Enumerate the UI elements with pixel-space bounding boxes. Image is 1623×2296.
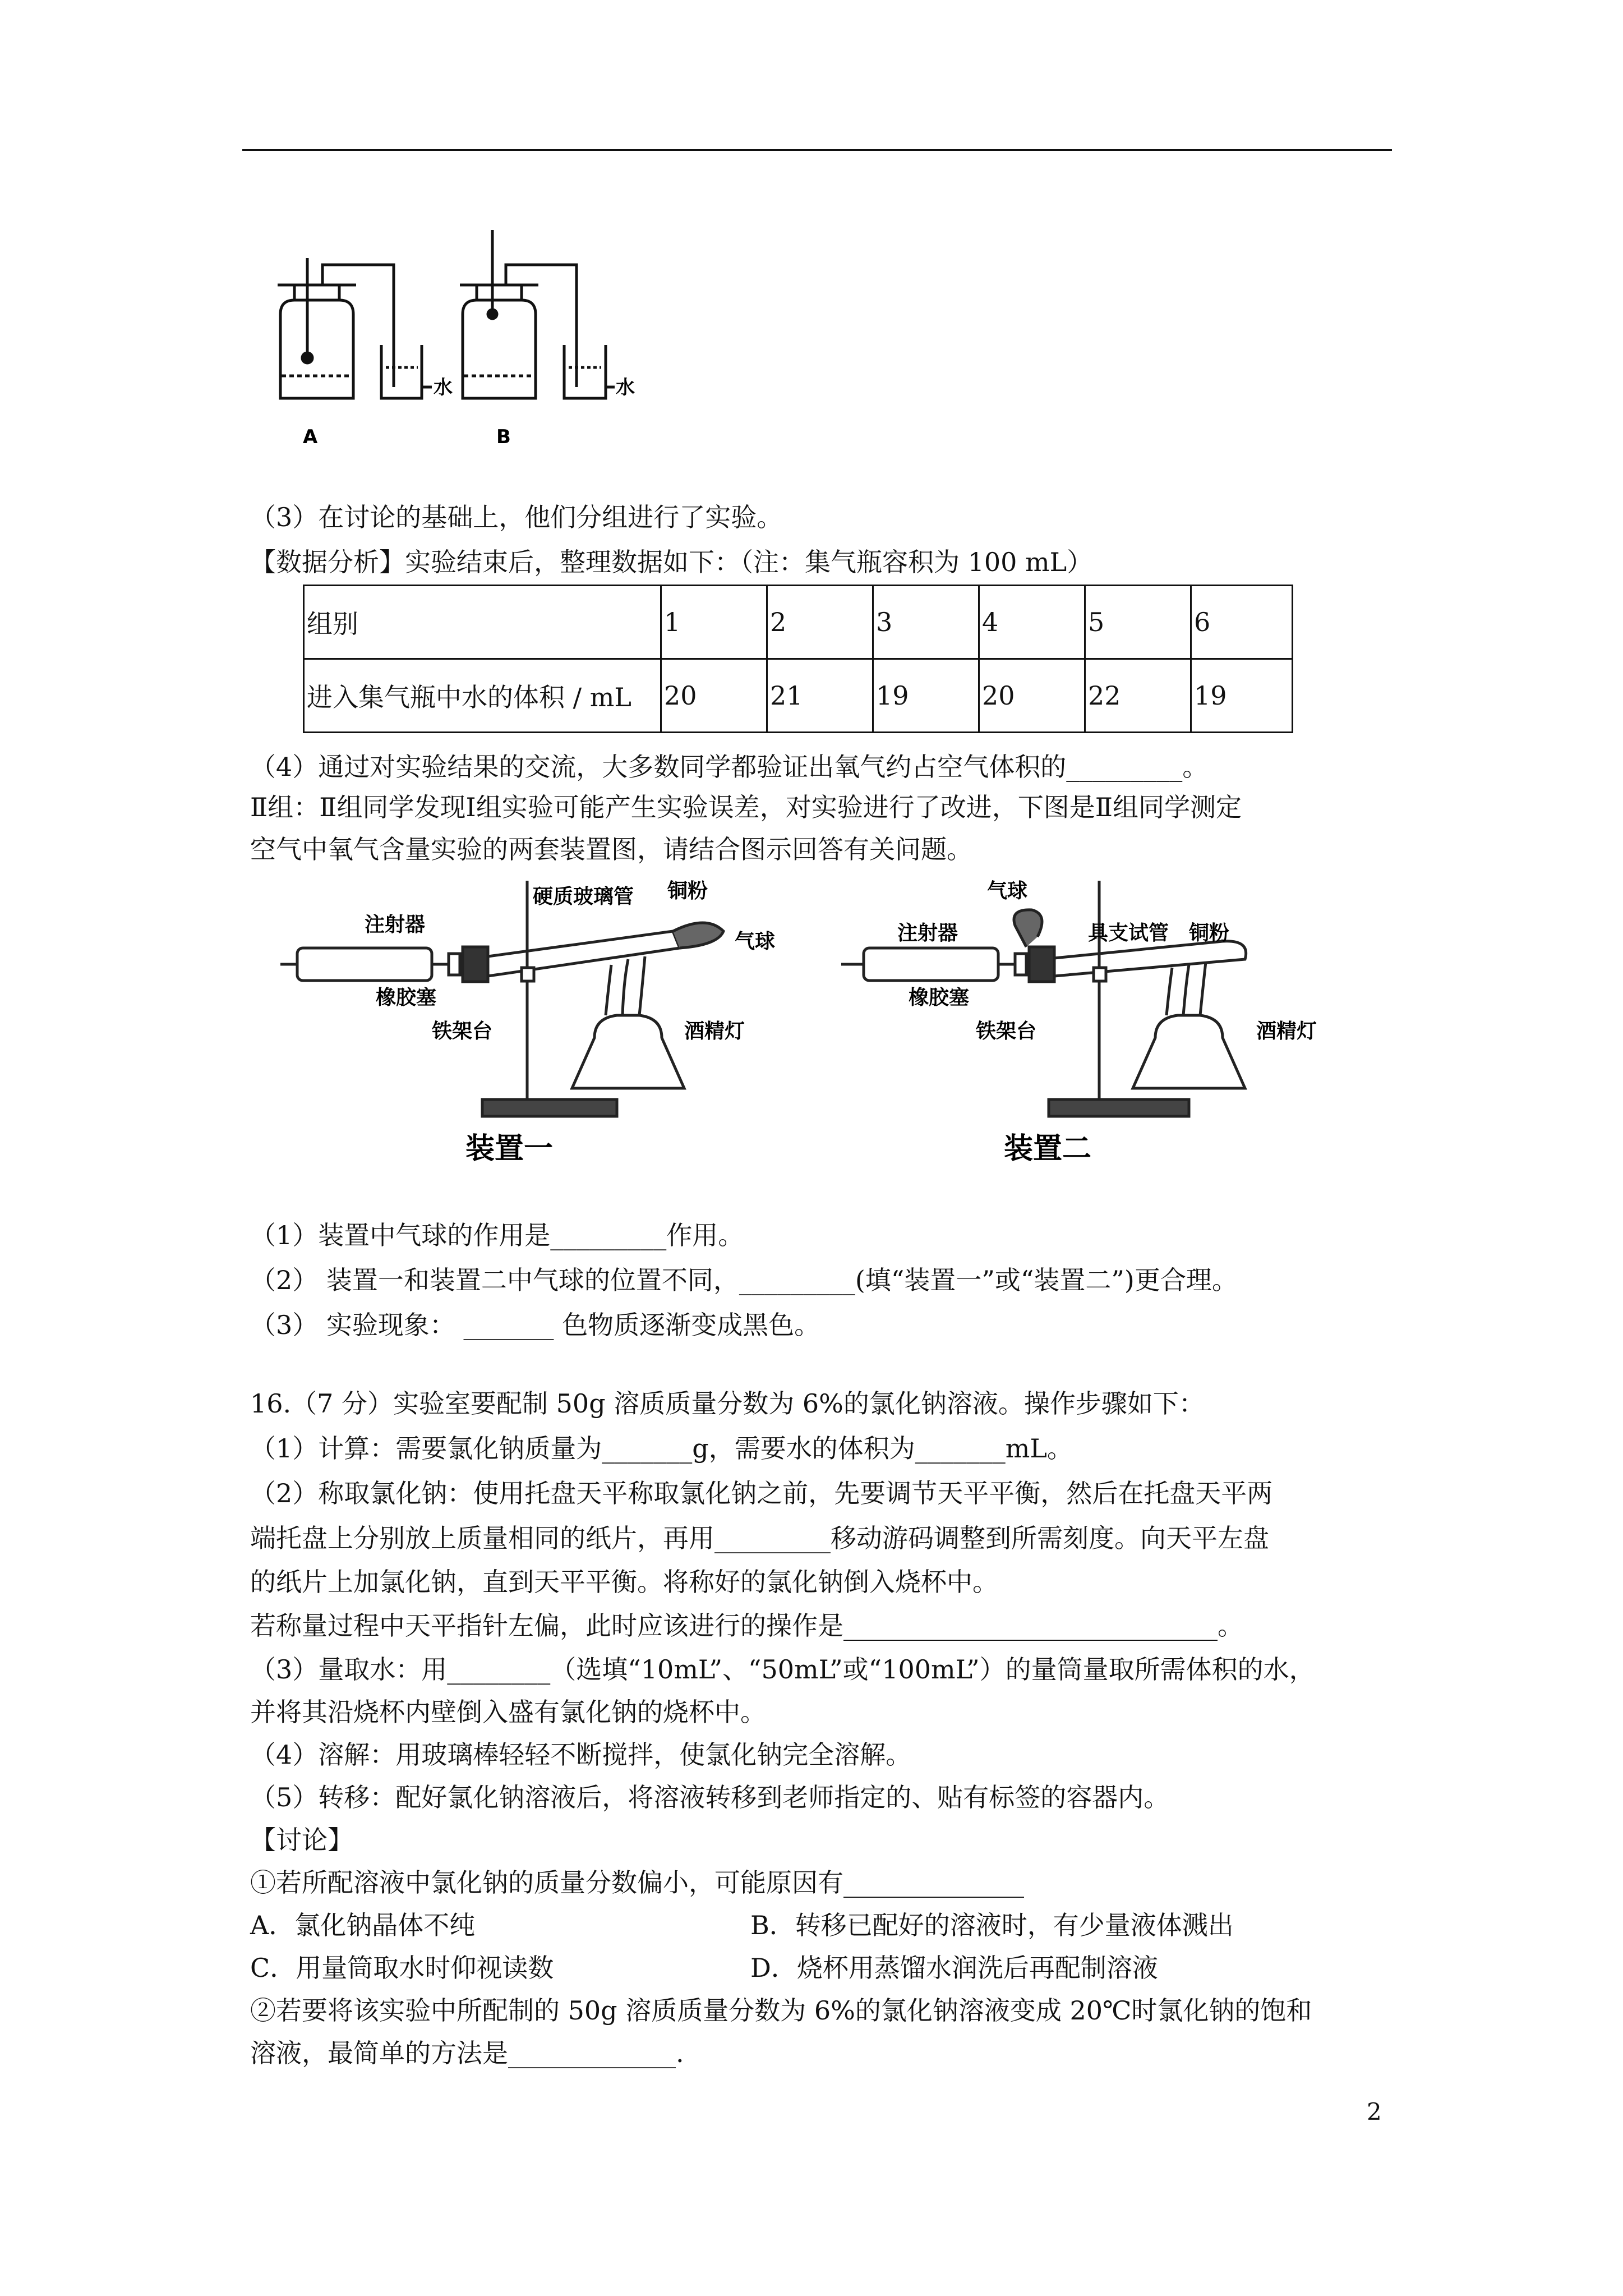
q16-step3-b: 并将其沿烧杯内壁倒入盛有氯化钠的烧杯中。 [250,1697,766,1727]
q2-line3: （3） 实验现象： _______ 色物质逐渐变成黑色。 [250,1310,820,1340]
label-syringe-1: 注射器 [365,913,426,936]
table-cell: 1 [661,586,767,659]
table-header-volume: 进入集气瓶中水的体积 / mL [304,659,661,733]
table-cell: 4 [979,586,1085,659]
table-row [304,586,1293,659]
label-tube-2: 具支试管 [1088,922,1169,945]
q16-discuss-1: ①若所配溶液中氯化钠的质量分数偏小，可能原因有______________ [250,1867,1024,1898]
caption-device-two: 装置二 [1004,1132,1092,1166]
table-cell: 21 [767,659,873,733]
table-row [304,659,1293,733]
option-a: A．氯化钠晶体不纯 [250,1910,476,1940]
label-tube-1: 硬质玻璃管 [533,885,634,908]
table-cell: 19 [873,659,979,733]
label-stopper-1: 橡胶塞 [376,986,437,1009]
q16-discuss-2-a: ②若要将该实验中所配制的 50g 溶质质量分数为 6%的氯化钠溶液变成 20℃时氯化钠的饱和 [250,1995,1312,2026]
label-balloon-1: 气球 [735,930,776,953]
q16-step2-c: 的纸片上加氯化钠，直到天平平衡。将称好的氯化钠倒入烧杯中。 [250,1567,998,1597]
page-number: 2 [1367,2098,1382,2125]
q16-step3-a: （3）量取水：用________（选填“10mL”、“50mL”或“100mL”）的量筒量取所需体积的水， [250,1654,1315,1685]
label-stand-2: 铁架台 [976,1020,1037,1043]
q15-group2-b: 空气中氧气含量实验的两套装置图，请结合图示回答有关问题。 [250,834,972,864]
table-cell: 20 [979,659,1085,733]
q2-line2: （2） 装置一和装置二中气球的位置不同，_________(填“装置一”或“装置二”)更合理。 [250,1265,1238,1295]
water-label-a: 水 [434,376,453,399]
label-copper-2: 铜粉 [1189,922,1230,945]
q16-step2-d: 若称量过程中天平指针左偏，此时应该进行的操作是_____________________________。 [250,1611,1243,1641]
label-lamp-1: 酒精灯 [684,1020,745,1043]
q16-title: 16.（7 分）实验室要配制 50g 溶质质量分数为 6%的氯化钠溶液。操作步骤如下： [250,1388,1205,1419]
caption-device-one: 装置一 [465,1132,554,1166]
label-balloon-2: 气球 [987,880,1028,903]
header-rule [242,149,1392,151]
option-c: C．用量筒取水时仰视读数 [250,1953,554,1983]
table-cell: 3 [873,586,979,659]
q16-discuss-2-b: 溶液，最简单的方法是_____________. [250,2038,684,2068]
q2-line1: （1）装置中气球的作用是_________作用。 [250,1220,744,1250]
table-cell: 22 [1085,659,1191,733]
label-stopper-2: 橡胶塞 [909,986,970,1009]
q16-discuss-heading: 【讨论】 [250,1825,353,1855]
q15-analysis: 【数据分析】实验结束后，整理数据如下：（注：集气瓶容积为 100 mL） [250,547,1093,577]
q16-step2-b: 端托盘上分别放上质量相同的纸片，再用_________移动游码调整到所需刻度。向天平左盘 [250,1523,1269,1553]
figure-label-b: B [496,426,511,448]
q15-line4: （4）通过对实验结果的交流，大多数同学都验证出氧气约占空气体积的_________。 [250,752,1209,782]
figure-apparatus-ab [247,219,635,460]
q16-step5: （5）转移：配好氯化钠溶液后，将溶液转移到老师指定的、贴有标签的容器内。 [250,1782,1170,1812]
table-header-group: 组别 [304,586,661,659]
option-d: D．烧杯用蒸馏水润洗后再配制溶液 [750,1953,1158,1983]
q16-step1: （1）计算：需要氯化钠质量为_______g，需要水的体积为_______mL。 [250,1433,1073,1464]
table-cell: 5 [1085,586,1191,659]
water-label-b: 水 [616,376,635,399]
table-cell: 2 [767,586,873,659]
figure-apparatus-one-two [280,875,1402,1178]
figure-label-a: A [303,426,318,448]
q15-group2-a: Ⅱ组：Ⅱ组同学发现Ⅰ组实验可能产生实验误差，对实验进行了改进，下图是Ⅱ组同学测定 [250,792,1242,822]
option-b: B．转移已配好的溶液时，有少量液体溅出 [750,1910,1234,1940]
table-cell: 20 [661,659,767,733]
q16-step2-a: （2）称取氯化钠：使用托盘天平称取氯化钠之前，先要调节天平平衡，然后在托盘天平两 [250,1478,1273,1508]
q16-step4: （4）溶解：用玻璃棒轻轻不断搅拌，使氯化钠完全溶解。 [250,1740,912,1770]
label-stand-1: 铁架台 [432,1020,493,1043]
label-copper-1: 铜粉 [667,880,708,903]
table-cell: 6 [1191,586,1293,659]
label-syringe-2: 注射器 [897,922,958,945]
label-lamp-2: 酒精灯 [1256,1020,1317,1043]
data-table [303,585,1293,733]
table-cell: 19 [1191,659,1293,733]
q15-line3: （3）在讨论的基础上，他们分组进行了实验。 [250,502,783,532]
